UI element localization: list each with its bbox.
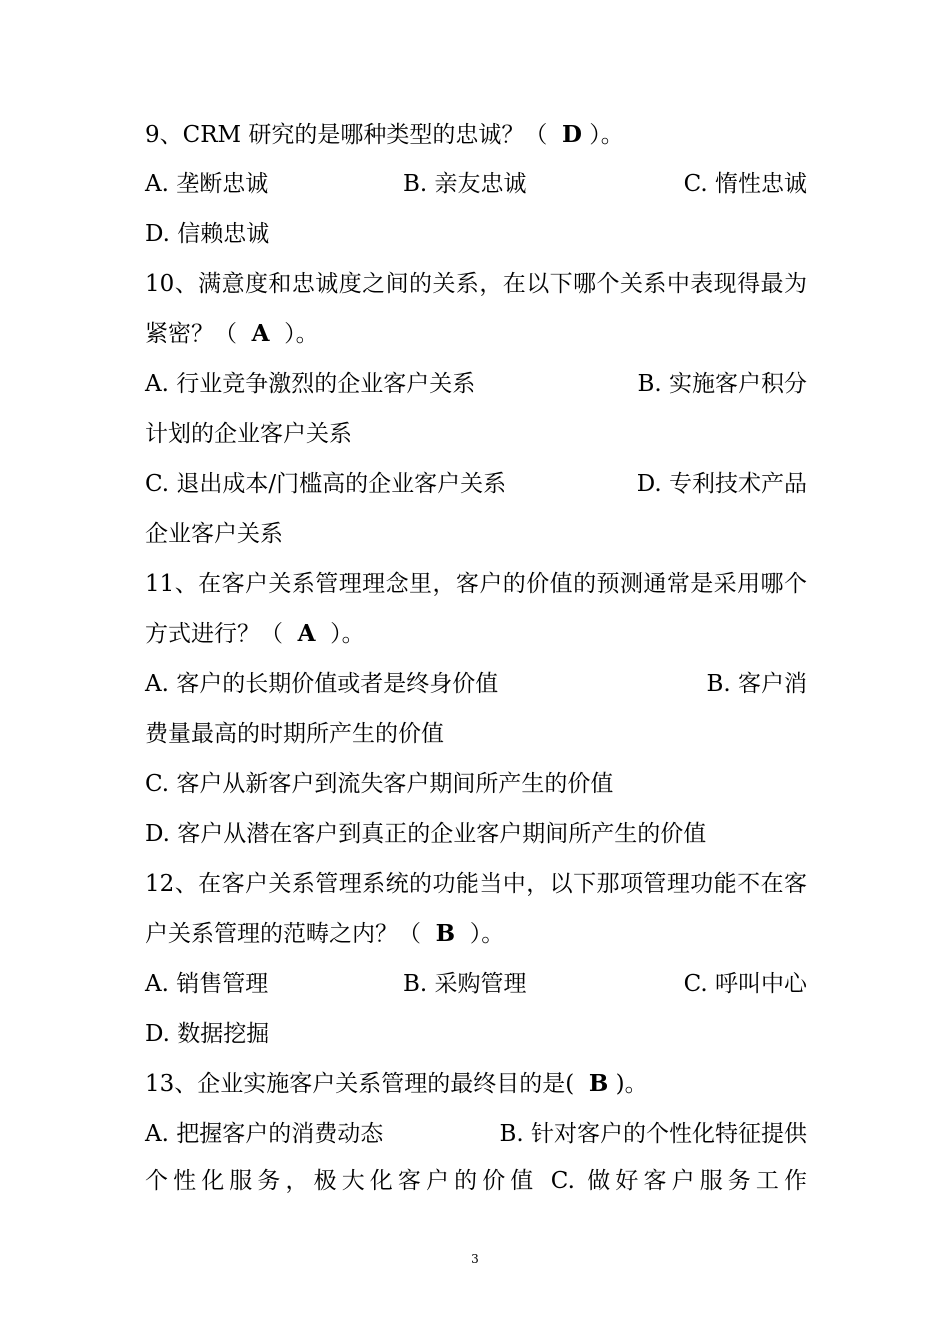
option-item: A. 把握客户的消费动态 (145, 1121, 384, 1147)
question-text: 13、企业实施客户关系管理的最终目的是( (145, 1071, 589, 1097)
option-item: A. 销售管理 (145, 971, 269, 997)
option-item: D. 专利技术产品 (636, 471, 807, 497)
text-line: C. 客户从新客户到流失客户期间所产生的价值 (145, 771, 614, 797)
question-line (145, 1066, 807, 1102)
options-line (145, 966, 807, 1002)
option-item: B. 实施客户积分 (637, 371, 807, 397)
question-text: 9、CRM 研究的是哪种类型的忠诚？（ (145, 122, 563, 148)
option-item: A. 客户的长期价值或者是终身价值 (145, 671, 499, 697)
question-tail: ）。 (455, 921, 505, 947)
question-line (145, 316, 807, 352)
option-item: B. 亲友忠诚 (403, 171, 527, 197)
options-line (145, 1116, 807, 1152)
option-item: C. 退出成本/门槛高的企业客户关系 (145, 471, 507, 497)
option-item: A. 垄断忠诚 (145, 171, 269, 197)
text-line: D. 客户从潜在客户到真正的企业客户期间所产生的价值 (145, 821, 707, 847)
option-item: B. 针对客户的个性化特征提供 (499, 1121, 807, 1147)
options-line (145, 166, 807, 202)
question-line (145, 916, 807, 952)
text-line: 计划的企业客户关系 (145, 421, 352, 447)
option-item: B. 采购管理 (403, 971, 527, 997)
question-tail: ）。 (582, 122, 624, 148)
text-line: D. 数据挖掘 (145, 1021, 270, 1047)
options-line (145, 666, 807, 702)
answer-letter: A (251, 320, 270, 347)
options-line (145, 466, 807, 502)
question-text: 户关系管理的范畴之内？（ (145, 921, 436, 947)
text-line: 企业客户关系 (145, 521, 283, 547)
answer-letter: D (562, 121, 582, 148)
question-tail: )。 (608, 1071, 648, 1097)
question-line (145, 117, 807, 153)
question-text: 方式进行？（ (145, 621, 298, 647)
text-line: 10、满意度和忠诚度之间的关系，在以下哪个关系中表现得最为 (145, 271, 807, 297)
answer-letter: B (588, 1070, 609, 1097)
question-tail: ）。 (315, 621, 365, 647)
option-item: C. 惰性忠诚 (683, 171, 807, 197)
answer-letter: B (435, 920, 456, 947)
option-item: B. 客户消 (706, 671, 807, 697)
text-line: 11、在客户关系管理理念里，客户的价值的预测通常是采用哪个 (145, 571, 807, 597)
question-tail: ）。 (269, 321, 319, 347)
page-number: 3 (471, 1252, 479, 1266)
text-line: D. 信赖忠诚 (145, 221, 270, 247)
answer-letter: A (297, 620, 316, 647)
options-line (145, 366, 807, 402)
question-line (145, 616, 807, 652)
option-item: A. 行业竞争激烈的企业客户关系 (145, 371, 476, 397)
option-item: C. 呼叫中心 (683, 971, 807, 997)
text-line: 个性化服务，极大化客户的价值 C. 做好客户服务工作 (145, 1168, 807, 1194)
question-text: 紧密？（ (145, 321, 252, 347)
text-line: 12、在客户关系管理系统的功能当中，以下那项管理功能不在客 (145, 871, 807, 897)
text-line: 费量最高的时期所产生的价值 (145, 721, 444, 747)
